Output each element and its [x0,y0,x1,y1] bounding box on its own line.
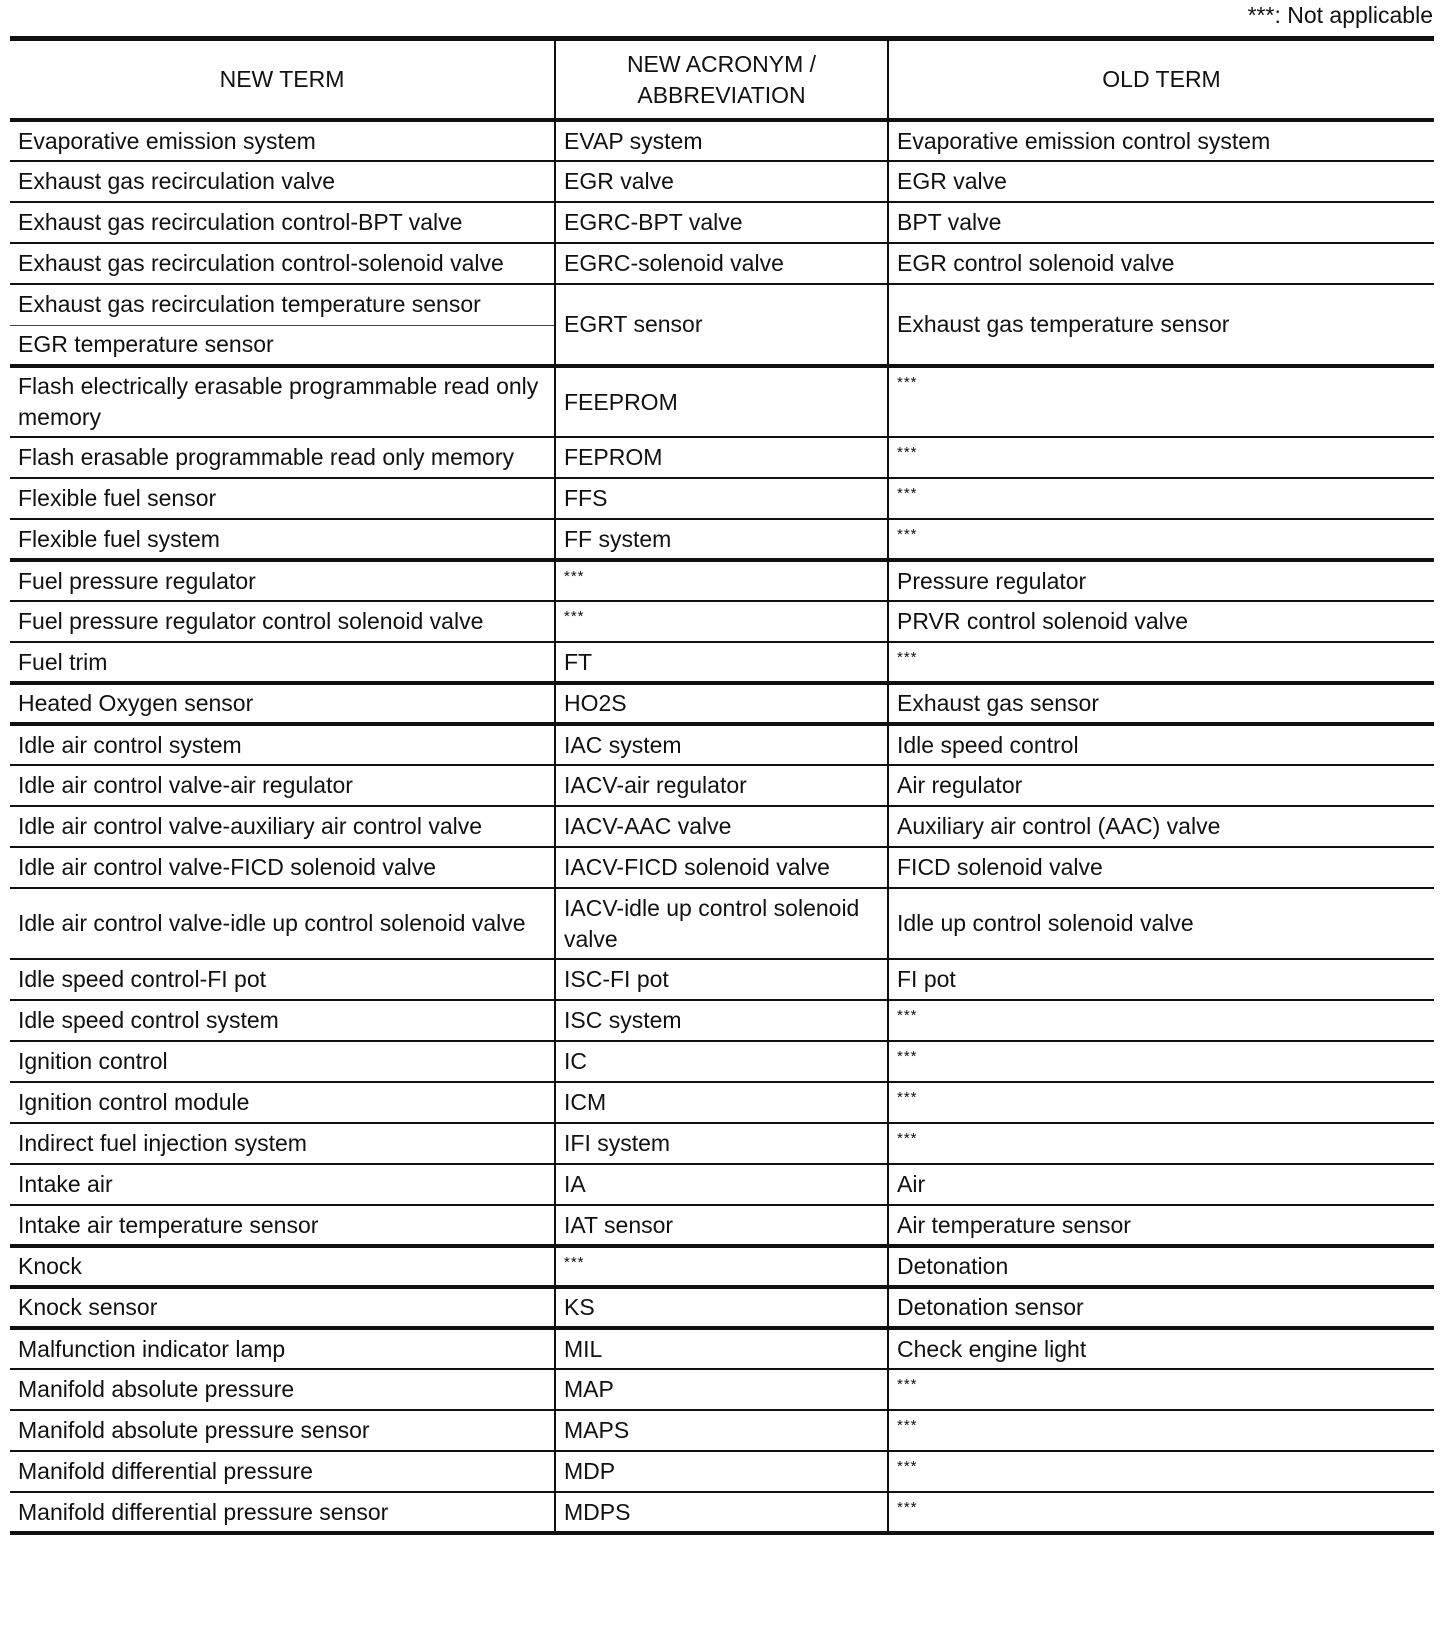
new-term-cell: Flexible fuel sensor [10,478,555,519]
table-row [10,1451,1434,1492]
table-row [10,1000,1434,1041]
table-row [10,642,1434,683]
old-term-cell: *** [888,1041,1434,1082]
abbreviation-cell: *** [555,560,888,601]
table-row [10,1041,1434,1082]
old-term-cell: *** [888,1451,1434,1492]
old-term-cell: Idle up control solenoid valve [888,888,1434,959]
new-term-cell: Ignition control module [10,1082,555,1123]
new-term-cell: Exhaust gas recirculation temperature sensor [10,284,555,325]
abbreviation-cell: IAC system [555,724,888,765]
abbreviation-cell: IAT sensor [555,1205,888,1246]
old-term-cell: *** [888,1123,1434,1164]
table-row [10,202,1434,243]
table-row [10,437,1434,478]
old-term-cell: Air regulator [888,765,1434,806]
old-term-cell: Evaporative emission control system [888,120,1434,161]
abbreviation-cell: IACV-air regulator [555,765,888,806]
old-term-cell: *** [888,642,1434,683]
old-term-cell: *** [888,1000,1434,1041]
new-term-cell: Idle air control valve-idle up control solenoid valve [10,888,555,959]
abbreviation-cell: EGRC-BPT valve [555,202,888,243]
old-term-cell: FICD solenoid valve [888,847,1434,888]
table-row [10,601,1434,642]
abbreviation-cell: MAP [555,1369,888,1410]
table-row [10,161,1434,202]
table-row [10,683,1434,724]
abbreviation-cell: ICM [555,1082,888,1123]
table-row [10,1082,1434,1123]
table-row [10,959,1434,1000]
abbreviation-cell: FF system [555,519,888,560]
new-term-alt-cell: EGR temperature sensor [10,325,555,366]
new-term-cell: Manifold differential pressure sensor [10,1492,555,1533]
new-term-cell: Idle air control valve-air regulator [10,765,555,806]
old-term-cell: *** [888,1369,1434,1410]
new-term-cell: Flexible fuel system [10,519,555,560]
new-term-cell: Exhaust gas recirculation control-solenoid valve [10,243,555,284]
new-term-cell: Idle air control valve-auxiliary air control valve [10,806,555,847]
new-term-cell: Ignition control [10,1041,555,1082]
table-row [10,560,1434,601]
not-applicable-note: ***: Not applicable [1247,2,1433,28]
old-term-cell: *** [888,366,1434,437]
table-row [10,765,1434,806]
new-term-cell: Heated Oxygen sensor [10,683,555,724]
abbreviation-cell: ISC-FI pot [555,959,888,1000]
new-term-cell: Intake air [10,1164,555,1205]
old-term-cell: BPT valve [888,202,1434,243]
new-term-cell: Indirect fuel injection system [10,1123,555,1164]
table-row [10,724,1434,765]
old-term-cell: EGR valve [888,161,1434,202]
abbreviation-cell: EVAP system [555,120,888,161]
table-row [10,366,1434,437]
terminology-table [10,36,1434,1535]
abbreviation-cell: MDPS [555,1492,888,1533]
abbreviation-cell: HO2S [555,683,888,724]
old-term-cell: *** [888,1410,1434,1451]
old-term-cell: EGR control solenoid valve [888,243,1434,284]
abbreviation-cell: FEPROM [555,437,888,478]
header-new-term: NEW TERM [10,39,555,121]
abbreviation-cell: EGRT sensor [555,284,888,366]
old-term-cell: Air temperature sensor [888,1205,1434,1246]
new-term-cell: Evaporative emission system [10,120,555,161]
new-term-cell: Exhaust gas recirculation valve [10,161,555,202]
abbreviation-cell: IFI system [555,1123,888,1164]
new-term-cell: Knock sensor [10,1287,555,1328]
old-term-cell: *** [888,1082,1434,1123]
abbreviation-cell: *** [555,1246,888,1287]
abbreviation-cell: IACV-FICD solenoid valve [555,847,888,888]
old-term-cell: Exhaust gas sensor [888,683,1434,724]
new-term-cell: Fuel pressure regulator control solenoid valve [10,601,555,642]
table-row [10,888,1434,959]
new-term-cell: Exhaust gas recirculation control-BPT valve [10,202,555,243]
abbreviation-cell: IACV-idle up control solenoid valve [555,888,888,959]
table-row [10,1205,1434,1246]
table-row [10,284,1434,325]
old-term-cell: *** [888,437,1434,478]
abbreviation-cell: IC [555,1041,888,1082]
abbreviation-cell: FEEPROM [555,366,888,437]
table-row [10,806,1434,847]
table-row [10,1287,1434,1328]
header-row [10,39,1434,121]
abbreviation-cell: MIL [555,1328,888,1369]
new-term-cell: Flash electrically erasable programmable read only memory [10,366,555,437]
old-term-cell: Exhaust gas temperature sensor [888,284,1434,366]
old-term-cell: Idle speed control [888,724,1434,765]
table-row [10,1164,1434,1205]
old-term-cell: Pressure regulator [888,560,1434,601]
new-term-cell: Manifold absolute pressure [10,1369,555,1410]
new-term-cell: Fuel trim [10,642,555,683]
table-row [10,1123,1434,1164]
new-term-cell: Knock [10,1246,555,1287]
table-row [10,519,1434,560]
old-term-cell: Check engine light [888,1328,1434,1369]
abbreviation-cell: EGR valve [555,161,888,202]
abbreviation-cell: MAPS [555,1410,888,1451]
header-new-acronym-line1: NEW ACRONYM / [626,50,817,77]
table-row [10,1410,1434,1451]
table-row [10,1246,1434,1287]
table-row [10,1492,1434,1533]
table-row [10,478,1434,519]
abbreviation-cell: MDP [555,1451,888,1492]
abbreviation-cell: IA [555,1164,888,1205]
old-term-cell: Air [888,1164,1434,1205]
abbreviation-cell: *** [555,601,888,642]
table-row [10,120,1434,161]
new-term-cell: Idle air control system [10,724,555,765]
header-new-acronym [555,39,888,121]
old-term-cell: *** [888,519,1434,560]
new-term-cell: Idle speed control system [10,1000,555,1041]
new-term-cell: Flash erasable programmable read only memory [10,437,555,478]
table-row [10,243,1434,284]
new-term-cell: Fuel pressure regulator [10,560,555,601]
old-term-cell: Detonation [888,1246,1434,1287]
header-old-term: OLD TERM [888,39,1434,121]
abbreviation-cell: FFS [555,478,888,519]
new-term-cell: Idle air control valve-FICD solenoid valve [10,847,555,888]
old-term-cell: Auxiliary air control (AAC) valve [888,806,1434,847]
table-row [10,1328,1434,1369]
abbreviation-cell: FT [555,642,888,683]
abbreviation-cell: KS [555,1287,888,1328]
new-term-cell: Manifold differential pressure [10,1451,555,1492]
old-term-cell: *** [888,478,1434,519]
header-new-acronym-line2: ABBREVIATION [637,81,806,108]
abbreviation-cell: ISC system [555,1000,888,1041]
old-term-cell: PRVR control solenoid valve [888,601,1434,642]
new-term-cell: Intake air temperature sensor [10,1205,555,1246]
new-term-cell: Malfunction indicator lamp [10,1328,555,1369]
old-term-cell: Detonation sensor [888,1287,1434,1328]
table-row [10,847,1434,888]
table-row [10,1369,1434,1410]
new-term-cell: Manifold absolute pressure sensor [10,1410,555,1451]
new-term-cell: Idle speed control-FI pot [10,959,555,1000]
old-term-cell: FI pot [888,959,1434,1000]
abbreviation-cell: IACV-AAC valve [555,806,888,847]
old-term-cell: *** [888,1492,1434,1533]
abbreviation-cell: EGRC-solenoid valve [555,243,888,284]
